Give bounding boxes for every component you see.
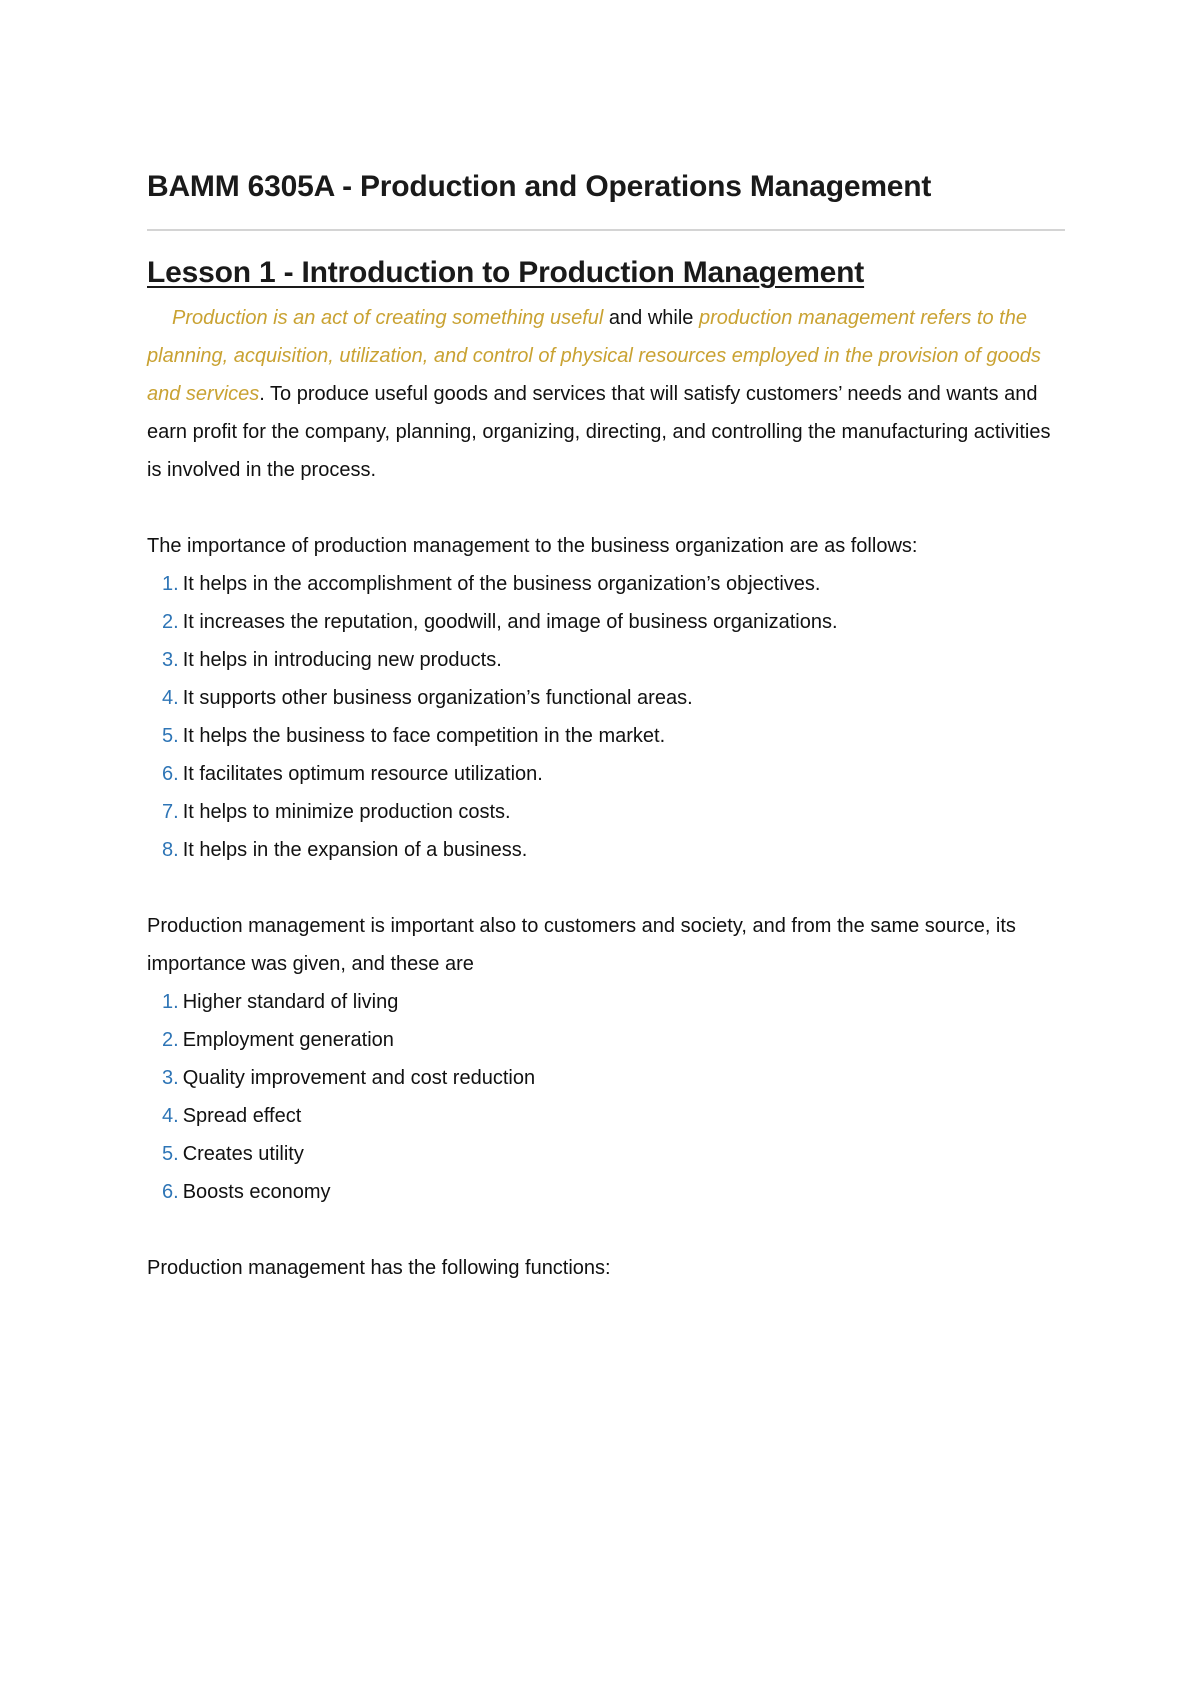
title-divider (147, 229, 1065, 231)
importance-society-lead: Production management is important also to customers and society, and from the same source, its importance was given, and these are (147, 915, 1016, 975)
list-item-text: It supports other business organization’s functional areas. (182, 687, 693, 709)
list-item (162, 1173, 1067, 1211)
intro-text-body: . To produce useful goods and services that will satisfy customers’ needs and wants and earn profit for the company, planning, organizing, directing, and controlling the manufacturing activities is involved in the process. (147, 383, 1051, 481)
list-item (162, 755, 1067, 793)
intro-text-connector: and while (603, 307, 699, 329)
list-number: 7. (162, 801, 179, 823)
document-page (147, 160, 1067, 1287)
document-title: BAMM 6305A - Production and Operations Management (147, 170, 932, 203)
lesson-title: Lesson 1 - Introduction to Production Management (147, 256, 865, 289)
list-item (162, 641, 1067, 679)
list-number: 5. (162, 1143, 179, 1165)
list-number: 6. (162, 763, 179, 785)
intro-paragraph (147, 299, 1067, 489)
importance-business-lead: The importance of production management to the business organization are as follows: (147, 535, 918, 557)
list-item-text: Boosts economy (182, 1181, 331, 1203)
list-item-text: It helps to minimize production costs. (182, 801, 511, 823)
list-item (162, 679, 1067, 717)
list-item (162, 603, 1067, 641)
list-item (162, 1135, 1067, 1173)
list-item-text: It facilitates optimum resource utilization. (182, 763, 543, 785)
list-number: 1. (162, 991, 179, 1013)
list-item (162, 831, 1067, 869)
list-number: 2. (162, 611, 179, 633)
list-number: 4. (162, 1105, 179, 1127)
list-item-text: It helps in the accomplishment of the business organization’s objectives. (182, 573, 821, 595)
list-item (162, 1059, 1067, 1097)
list-item-text: Spread effect (182, 1105, 302, 1127)
highlighted-definition-production-management: production management refers to the planning, acquisition, utilization, and control of physical resources employed in the provision of goods and services (147, 307, 1041, 405)
list-item (162, 1021, 1067, 1059)
list-item-text: It helps in the expansion of a business. (182, 839, 528, 861)
list-item (162, 1097, 1067, 1135)
list-item (162, 717, 1067, 755)
list-number: 2. (162, 1029, 179, 1051)
list-item-text: Creates utility (182, 1143, 304, 1165)
list-number: 8. (162, 839, 179, 861)
highlighted-definition-production: Production is an act of creating something useful (172, 307, 604, 329)
list-item-text: It helps the business to face competition in the market. (182, 725, 666, 747)
list-item (162, 565, 1067, 603)
list-item-text: It helps in introducing new products. (182, 649, 502, 671)
list-number: 5. (162, 725, 179, 747)
list-number: 3. (162, 649, 179, 671)
list-item-text: Quality improvement and cost reduction (182, 1067, 536, 1089)
importance-business-list (147, 565, 1067, 869)
list-item (162, 983, 1067, 1021)
list-item-text: Higher standard of living (182, 991, 399, 1013)
list-item-text: Employment generation (182, 1029, 394, 1051)
list-number: 1. (162, 573, 179, 595)
importance-society-list (147, 983, 1067, 1211)
list-item-text: It increases the reputation, goodwill, and image of business organizations. (182, 611, 838, 633)
functions-lead: Production management has the following functions: (147, 1257, 611, 1279)
list-item (162, 793, 1067, 831)
list-number: 6. (162, 1181, 179, 1203)
list-number: 3. (162, 1067, 179, 1089)
list-number: 4. (162, 687, 179, 709)
